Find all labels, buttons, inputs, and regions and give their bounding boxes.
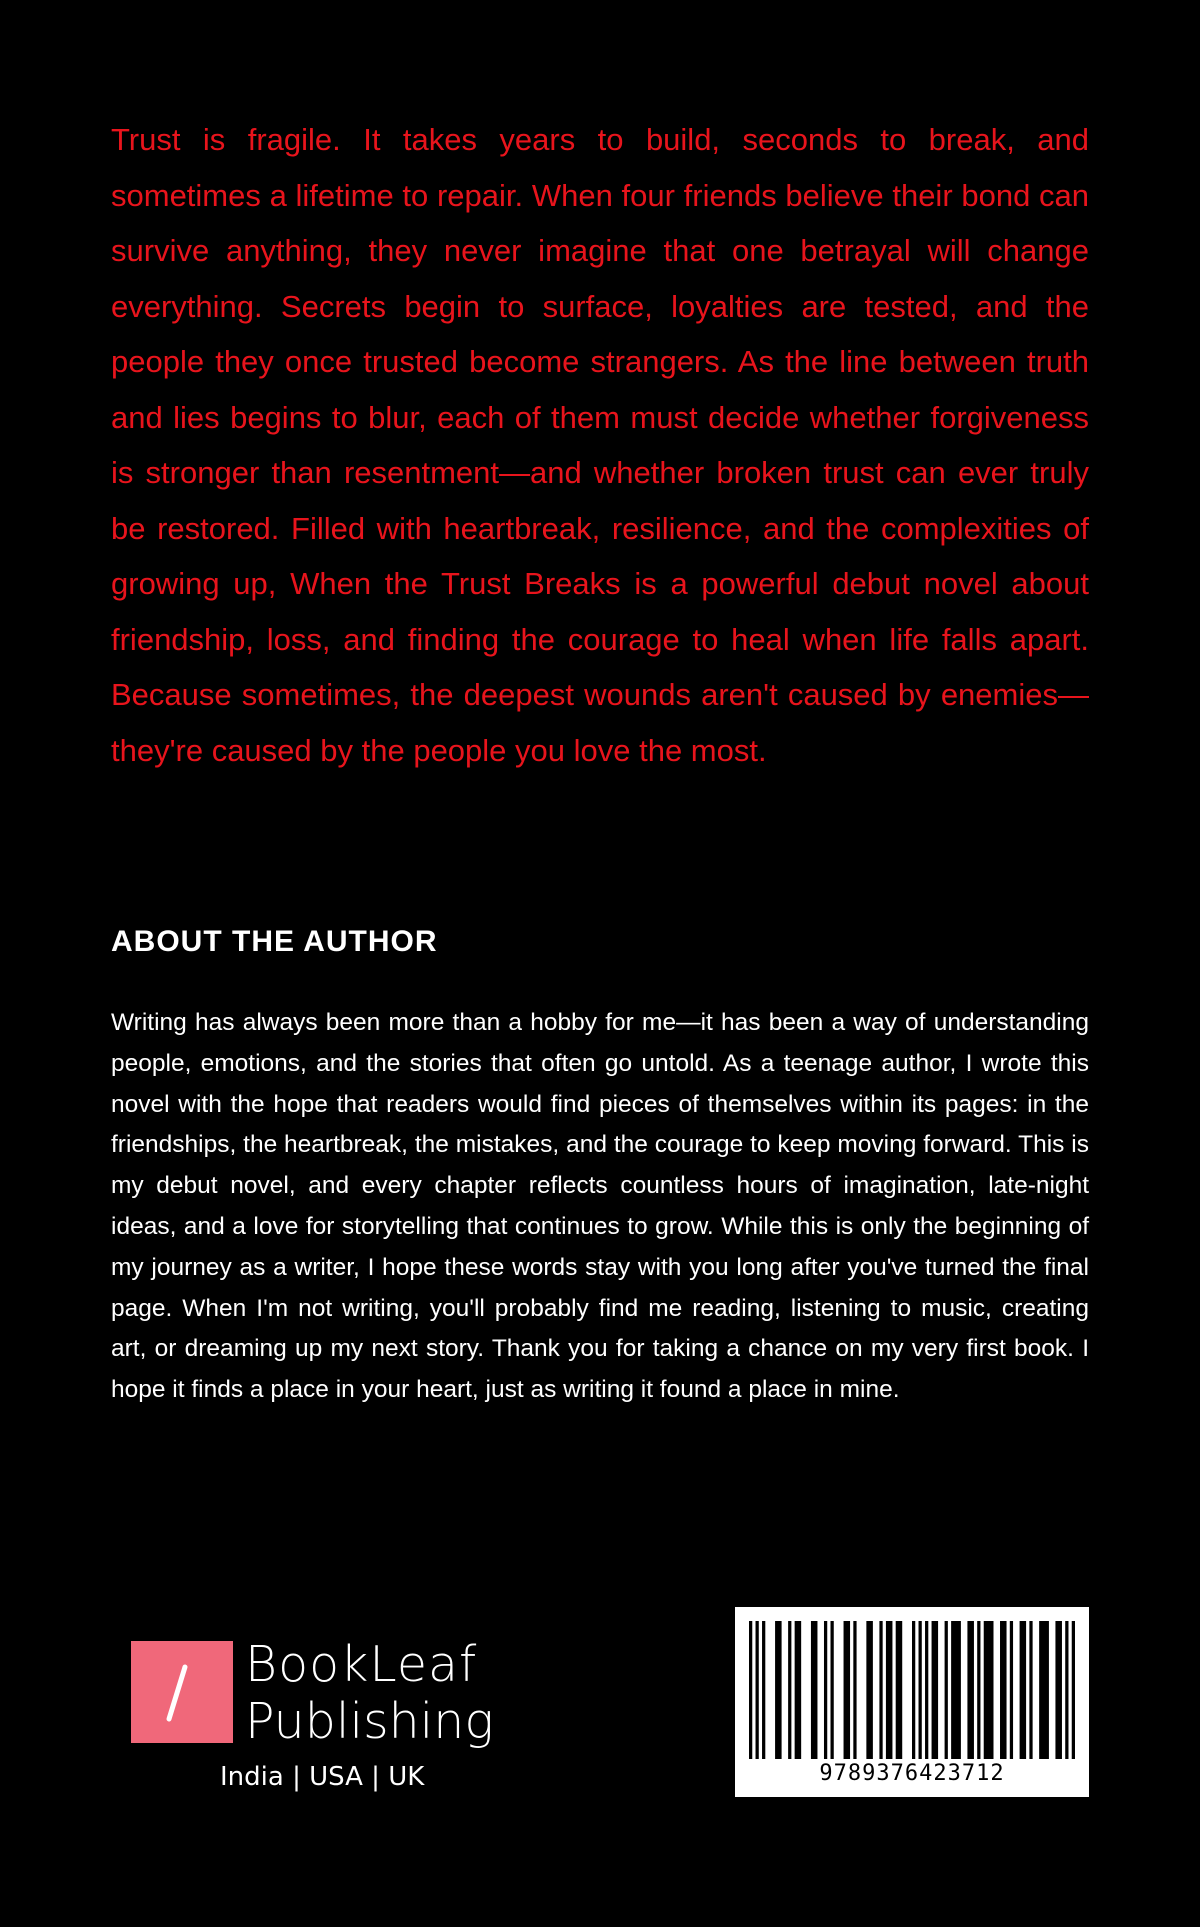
barcode-bar xyxy=(866,1621,873,1759)
barcode-bar xyxy=(1029,1621,1032,1759)
barcode-bar xyxy=(775,1621,782,1759)
barcode-bar xyxy=(967,1621,974,1759)
barcode-bar xyxy=(932,1621,939,1759)
isbn-number: 9789376423712 xyxy=(819,1761,1005,1786)
barcode-bar xyxy=(1020,1621,1027,1759)
barcode-bar xyxy=(749,1621,752,1759)
barcode-bar xyxy=(824,1621,827,1759)
publisher-name-line1: BookLeaf xyxy=(245,1636,478,1693)
back-cover-blurb: Trust is fragile. It takes years to build, seconds to break, and sometimes a lifetime to repair. When four friends believe their bond can survive anything, they never imagine that one betrayal will change everything. Secrets begin to surface, loyalties are tested, and the people they once trusted become strangers. As the line between truth and lies begins to blur, each of them must decide whether forgiveness is stronger than resentment—and whether broken trust can ever truly be restored. Filled with heartbreak, resilience, and the complexities of growing up, When the Trust Breaks is a powerful debut novel about friendship, loss, and finding the courage to heal when life falls apart. Because sometimes, the deepest wounds aren't caused by enemies— they're caused by the people you love the most. xyxy=(111,122,1089,768)
barcode-bar xyxy=(1000,1621,1007,1759)
publisher-logo xyxy=(130,1636,510,1796)
barcode-bar xyxy=(984,1621,994,1759)
barcode-bar xyxy=(831,1621,834,1759)
barcode-bar xyxy=(788,1621,791,1759)
barcode-bar xyxy=(919,1621,922,1759)
barcode-bar xyxy=(811,1621,818,1759)
barcode-bar xyxy=(879,1621,882,1759)
barcode-bar xyxy=(886,1621,893,1759)
barcode-bar xyxy=(844,1621,851,1759)
barcode-bar xyxy=(795,1621,802,1759)
barcode-bar xyxy=(762,1621,765,1759)
barcode-bar xyxy=(756,1621,759,1759)
barcode-bar xyxy=(1010,1621,1013,1759)
barcode-bar xyxy=(853,1621,856,1759)
barcode-bar xyxy=(977,1621,980,1759)
isbn-barcode xyxy=(735,1607,1089,1797)
barcode-bar xyxy=(912,1621,915,1759)
barcode-bar xyxy=(1055,1621,1062,1759)
barcode-bars-icon xyxy=(749,1621,1075,1759)
barcode-bar xyxy=(1072,1621,1075,1759)
barcode-bar xyxy=(1039,1621,1049,1759)
barcode-bar xyxy=(1065,1621,1068,1759)
slash-logo-icon xyxy=(131,1641,233,1743)
publisher-locations: India | USA | UK xyxy=(220,1762,425,1792)
barcode-bar xyxy=(945,1621,948,1759)
barcode-bar xyxy=(951,1621,961,1759)
barcode-bar xyxy=(925,1621,928,1759)
about-author-heading: ABOUT THE AUTHOR xyxy=(111,925,438,958)
about-author-text: Writing has always been more than a hobby for me—it has been a way of understanding people, emotions, and the stories that often go untold. As a teenage author, I wrote this novel with the hope that readers would find pieces of themselves within its pages: in the friendships, the heartbreak, the mistakes, and the courage to keep moving forward. This is my debut novel, and every chapter reflects countless hours of imagination, late-night ideas, and a love for storytelling that continues to grow. While this is only the beginning of my journey as a writer, I hope these words stay with you long after you've turned the final page. When I'm not writing, you'll probably find me reading, listening to music, creating art, or dreaming up my next story. Thank you for taking a chance on my very first book. I hope it finds a place in your heart, just as writing it found a place in mine. xyxy=(111,1009,1089,1404)
publisher-name-line2: Publishing xyxy=(245,1693,494,1750)
barcode-bar xyxy=(896,1621,903,1759)
